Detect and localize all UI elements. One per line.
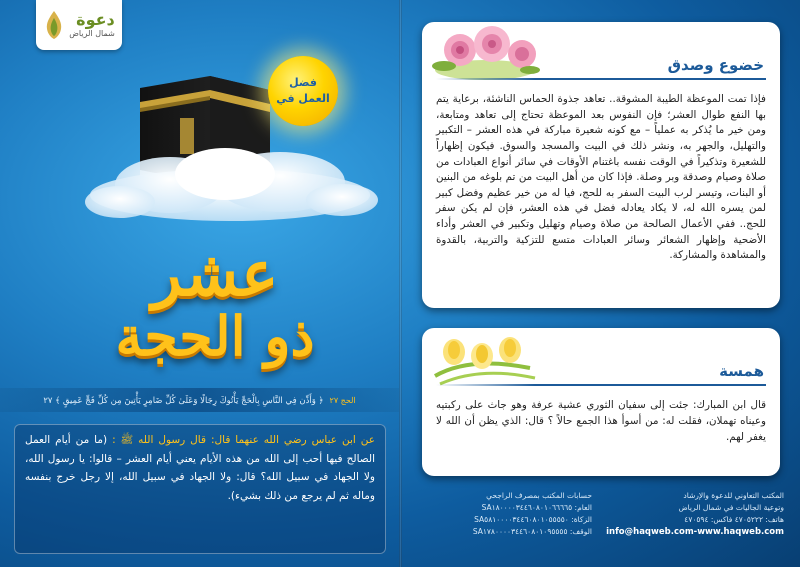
account-zakat: الزكاة: SA٥٨١٠٠٠٠٣٤٤٦٠٨٠١٠٥٥٥٥٠ bbox=[474, 515, 592, 524]
logo-text bbox=[69, 12, 115, 38]
calligraphy-title bbox=[60, 225, 370, 380]
logo-sub-text: شمال الرياض bbox=[69, 29, 115, 38]
card2-body: قال ابن المبارك: جئت إلى سفيان الثوري عشية عرفة وهو جاث على ركبتيه وعيناه تهملان، فقلت له: من أسوأ هذا الجمع حالاً ؟ قال: الذي يظن أن الله لا يغفر لهم. bbox=[436, 399, 766, 443]
verse-text: ﴿ وَأَذِّن فِي النَّاسِ بِالْحَجِّ يَأْتُوكَ رِجَالًا وَعَلَىٰ كُلِّ ضَامِرٍ يَأْتِينَ مِن كُلِّ فَجٍّ عَمِيقٍ ﴾ ٢٧ bbox=[43, 395, 324, 406]
badge-line1: فضل bbox=[289, 75, 317, 89]
hadith-lead: عن ابن عباس رضي الله عنهما قال: قال رسول الله ﷺ : bbox=[112, 434, 376, 446]
footer bbox=[402, 490, 800, 558]
contact-email-link[interactable]: info@haqweb.com-www.haqweb.com bbox=[606, 527, 784, 537]
sun-badge bbox=[268, 56, 338, 126]
accounts-title: حسابات المكتب بمصرف الراجحي bbox=[486, 491, 592, 500]
org-line1: المكتب التعاوني للدعوة والإرشاد bbox=[683, 491, 784, 500]
hadith-body: (ما من أيام العمل الصالح فيها أحب إلى الله من هذه الأيام يعني أيام العشر – قالوا: يا رسول الله، ولا الجهاد في سبيل الله؟ قال: ولا الجهاد في سبيل الله، إلا رجل خرج بنفسه وماله ثم لم يرجع من ذلك بشيء). bbox=[25, 434, 375, 503]
logo-flame-icon bbox=[43, 10, 65, 40]
title-line1: عشر bbox=[151, 236, 279, 310]
card1-divider bbox=[436, 78, 766, 80]
footer-organization bbox=[604, 490, 784, 540]
page-fold bbox=[399, 0, 402, 567]
title-text bbox=[60, 225, 370, 380]
card-header bbox=[422, 22, 780, 82]
badge-line2: العمل في bbox=[276, 92, 330, 105]
account-general: العام: SA١٨٠٠٠٠٣٤٤٦٠٨٠١٠٦٦٦٦٥ bbox=[481, 503, 592, 512]
verse-band bbox=[0, 388, 399, 412]
logo-main-text: دعوة bbox=[76, 10, 115, 29]
cloud-illustration bbox=[80, 140, 380, 230]
card-header bbox=[422, 328, 780, 388]
card-whisper bbox=[422, 328, 780, 476]
hadith-box bbox=[14, 424, 386, 554]
roses-icon bbox=[430, 20, 540, 82]
account-waqf: الوقف: SA١٧٨٠٠٠٠٣٤٤٦٠٨٠١٠٩٥٥٥٥ bbox=[472, 527, 592, 536]
card2-title: همسة bbox=[719, 362, 764, 380]
tulips-icon bbox=[430, 326, 540, 388]
card1-title: خضوع وصدق bbox=[667, 56, 764, 74]
card1-body: فإذا تمت الموعظة الطيبة المشوقة.. تعاهد جذوة الحماس الناشئة، برعاية يتم بها النفع طوال العشر؛ فإن النفوس بعد الموعظة تحتاج إلى تعاهد ومتابعة، ومن خير ما يُذكر به عملياً – مع كونه شعيرة مباركة في هذه العشر – التكبير والتهليل، والجهر به، ونشر ذلك في البيت والمسجد والسوق. فيكون إظهاراً للشعيرة وتذكيراً في الوقت نفسه باغتنام الأوقات في سائر أنواع العبادات من صلاة وصيام وصدقة وبر وصلة. فإذا كان من أهل البيت من تم بلوغه من البنين أو البنات، وتيسر لرب البيت السفر به للحج، فيا له من خير عظيم وفضل كبير لمن يسره الله له، لا يكاد يعادله فضل في هذه العشر، فإن لم يكن سفر للحج.. ففي الأعمال الصالحة من صلاة وصيام وتهليل وتكبير في العشر وأداء الأضحية وإظهار الشعائر وسائر العبادات متسع للتزكية والتربية، بالقدوة والمشاهدة والمشاركة. bbox=[436, 93, 766, 262]
org-line2: وتوعية الجاليات في شمال الرياض bbox=[678, 503, 784, 512]
title-line2: ذو الحجة bbox=[115, 303, 315, 368]
logo bbox=[36, 0, 122, 50]
card-submission-sincerity bbox=[422, 22, 780, 308]
footer-accounts bbox=[412, 490, 592, 538]
verse-reference: الحج ٢٧ bbox=[329, 395, 356, 405]
org-phone: هاتف: ٤٧٠٥٢٢٢ فاكس: ٤٧٠٥٩٤ bbox=[684, 515, 784, 524]
card2-divider bbox=[436, 384, 766, 386]
